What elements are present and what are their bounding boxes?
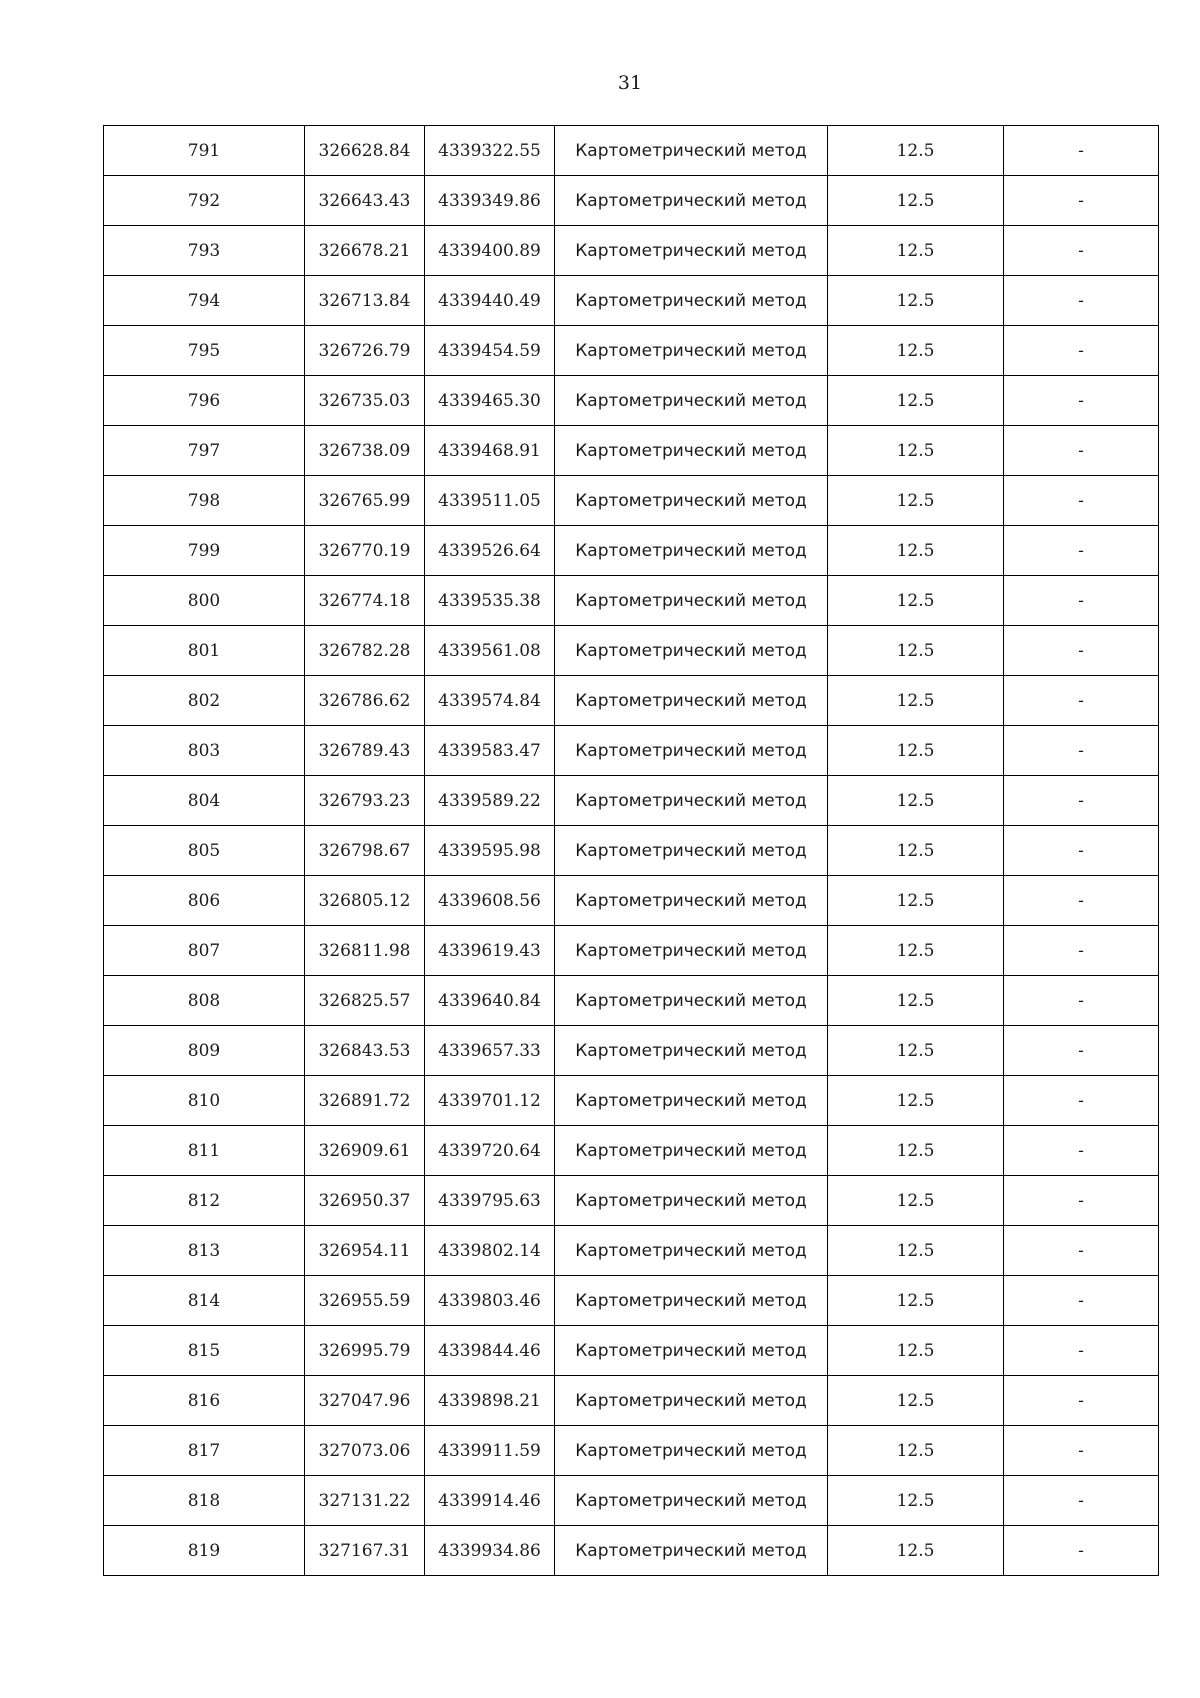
x-coordinate-cell: 326954.11 bbox=[305, 1226, 425, 1276]
y-coordinate-cell: 4339526.64 bbox=[425, 526, 555, 576]
table-row bbox=[104, 426, 1159, 476]
point-number-cell: 793 bbox=[104, 226, 305, 276]
accuracy-cell: 12.5 bbox=[828, 1026, 1004, 1076]
x-coordinate-cell: 326955.59 bbox=[305, 1276, 425, 1326]
method-cell: Картометрический метод bbox=[555, 726, 828, 776]
method-cell: Картометрический метод bbox=[555, 326, 828, 376]
method-cell: Картометрический метод bbox=[555, 476, 828, 526]
accuracy-cell: 12.5 bbox=[828, 876, 1004, 926]
table-row bbox=[104, 276, 1159, 326]
method-cell: Картометрический метод bbox=[555, 176, 828, 226]
point-number-cell: 814 bbox=[104, 1276, 305, 1326]
x-coordinate-cell: 326843.53 bbox=[305, 1026, 425, 1076]
method-cell: Картометрический метод bbox=[555, 1526, 828, 1576]
note-cell: - bbox=[1004, 926, 1159, 976]
x-coordinate-cell: 326995.79 bbox=[305, 1326, 425, 1376]
y-coordinate-cell: 4339657.33 bbox=[425, 1026, 555, 1076]
point-number-cell: 811 bbox=[104, 1126, 305, 1176]
table-row bbox=[104, 526, 1159, 576]
table-row bbox=[104, 726, 1159, 776]
point-number-cell: 799 bbox=[104, 526, 305, 576]
note-cell: - bbox=[1004, 726, 1159, 776]
table-row bbox=[104, 1026, 1159, 1076]
y-coordinate-cell: 4339803.46 bbox=[425, 1276, 555, 1326]
method-cell: Картометрический метод bbox=[555, 776, 828, 826]
y-coordinate-cell: 4339589.22 bbox=[425, 776, 555, 826]
y-coordinate-cell: 4339454.59 bbox=[425, 326, 555, 376]
note-cell: - bbox=[1004, 526, 1159, 576]
x-coordinate-cell: 326811.98 bbox=[305, 926, 425, 976]
table-row bbox=[104, 626, 1159, 676]
note-cell: - bbox=[1004, 1076, 1159, 1126]
note-cell: - bbox=[1004, 976, 1159, 1026]
point-number-cell: 808 bbox=[104, 976, 305, 1026]
accuracy-cell: 12.5 bbox=[828, 326, 1004, 376]
table-row bbox=[104, 1526, 1159, 1576]
method-cell: Картометрический метод bbox=[555, 1026, 828, 1076]
y-coordinate-cell: 4339844.46 bbox=[425, 1326, 555, 1376]
method-cell: Картометрический метод bbox=[555, 1226, 828, 1276]
x-coordinate-cell: 326735.03 bbox=[305, 376, 425, 426]
accuracy-cell: 12.5 bbox=[828, 1526, 1004, 1576]
table-row bbox=[104, 1426, 1159, 1476]
accuracy-cell: 12.5 bbox=[828, 1176, 1004, 1226]
method-cell: Картометрический метод bbox=[555, 1326, 828, 1376]
point-number-cell: 806 bbox=[104, 876, 305, 926]
point-number-cell: 792 bbox=[104, 176, 305, 226]
x-coordinate-cell: 326628.84 bbox=[305, 126, 425, 176]
x-coordinate-cell: 326770.19 bbox=[305, 526, 425, 576]
y-coordinate-cell: 4339914.46 bbox=[425, 1476, 555, 1526]
note-cell: - bbox=[1004, 676, 1159, 726]
point-number-cell: 809 bbox=[104, 1026, 305, 1076]
point-number-cell: 805 bbox=[104, 826, 305, 876]
method-cell: Картометрический метод bbox=[555, 226, 828, 276]
y-coordinate-cell: 4339561.08 bbox=[425, 626, 555, 676]
note-cell: - bbox=[1004, 1376, 1159, 1426]
y-coordinate-cell: 4339322.55 bbox=[425, 126, 555, 176]
table-row bbox=[104, 676, 1159, 726]
note-cell: - bbox=[1004, 126, 1159, 176]
method-cell: Картометрический метод bbox=[555, 1076, 828, 1126]
x-coordinate-cell: 326909.61 bbox=[305, 1126, 425, 1176]
method-cell: Картометрический метод bbox=[555, 276, 828, 326]
accuracy-cell: 12.5 bbox=[828, 1476, 1004, 1526]
table-row bbox=[104, 1176, 1159, 1226]
x-coordinate-cell: 327073.06 bbox=[305, 1426, 425, 1476]
method-cell: Картометрический метод bbox=[555, 1126, 828, 1176]
page-number: 31 bbox=[617, 72, 643, 94]
table-row bbox=[104, 226, 1159, 276]
x-coordinate-cell: 326825.57 bbox=[305, 976, 425, 1026]
method-cell: Картометрический метод bbox=[555, 826, 828, 876]
x-coordinate-cell: 326789.43 bbox=[305, 726, 425, 776]
y-coordinate-cell: 4339583.47 bbox=[425, 726, 555, 776]
table-row bbox=[104, 1326, 1159, 1376]
note-cell: - bbox=[1004, 176, 1159, 226]
accuracy-cell: 12.5 bbox=[828, 226, 1004, 276]
y-coordinate-cell: 4339535.38 bbox=[425, 576, 555, 626]
accuracy-cell: 12.5 bbox=[828, 826, 1004, 876]
point-number-cell: 797 bbox=[104, 426, 305, 476]
y-coordinate-cell: 4339898.21 bbox=[425, 1376, 555, 1426]
y-coordinate-cell: 4339911.59 bbox=[425, 1426, 555, 1476]
method-cell: Картометрический метод bbox=[555, 1476, 828, 1526]
accuracy-cell: 12.5 bbox=[828, 626, 1004, 676]
accuracy-cell: 12.5 bbox=[828, 476, 1004, 526]
x-coordinate-cell: 327167.31 bbox=[305, 1526, 425, 1576]
table-row bbox=[104, 1376, 1159, 1426]
point-number-cell: 795 bbox=[104, 326, 305, 376]
accuracy-cell: 12.5 bbox=[828, 576, 1004, 626]
y-coordinate-cell: 4339468.91 bbox=[425, 426, 555, 476]
table-row bbox=[104, 976, 1159, 1026]
accuracy-cell: 12.5 bbox=[828, 1076, 1004, 1126]
note-cell: - bbox=[1004, 326, 1159, 376]
table-row bbox=[104, 376, 1159, 426]
x-coordinate-cell: 326774.18 bbox=[305, 576, 425, 626]
point-number-cell: 819 bbox=[104, 1526, 305, 1576]
accuracy-cell: 12.5 bbox=[828, 976, 1004, 1026]
y-coordinate-cell: 4339720.64 bbox=[425, 1126, 555, 1176]
method-cell: Картометрический метод bbox=[555, 1176, 828, 1226]
note-cell: - bbox=[1004, 1226, 1159, 1276]
x-coordinate-cell: 326678.21 bbox=[305, 226, 425, 276]
y-coordinate-cell: 4339440.49 bbox=[425, 276, 555, 326]
y-coordinate-cell: 4339511.05 bbox=[425, 476, 555, 526]
point-number-cell: 798 bbox=[104, 476, 305, 526]
method-cell: Картометрический метод bbox=[555, 1376, 828, 1426]
accuracy-cell: 12.5 bbox=[828, 276, 1004, 326]
x-coordinate-cell: 326738.09 bbox=[305, 426, 425, 476]
accuracy-cell: 12.5 bbox=[828, 926, 1004, 976]
note-cell: - bbox=[1004, 576, 1159, 626]
x-coordinate-cell: 327131.22 bbox=[305, 1476, 425, 1526]
x-coordinate-cell: 327047.96 bbox=[305, 1376, 425, 1426]
note-cell: - bbox=[1004, 876, 1159, 926]
accuracy-cell: 12.5 bbox=[828, 1376, 1004, 1426]
table-row bbox=[104, 826, 1159, 876]
point-number-cell: 802 bbox=[104, 676, 305, 726]
table-row bbox=[104, 476, 1159, 526]
accuracy-cell: 12.5 bbox=[828, 376, 1004, 426]
method-cell: Картометрический метод bbox=[555, 1276, 828, 1326]
coordinates-table bbox=[103, 125, 1159, 1576]
table-row bbox=[104, 326, 1159, 376]
note-cell: - bbox=[1004, 1126, 1159, 1176]
x-coordinate-cell: 326786.62 bbox=[305, 676, 425, 726]
point-number-cell: 804 bbox=[104, 776, 305, 826]
x-coordinate-cell: 326726.79 bbox=[305, 326, 425, 376]
y-coordinate-cell: 4339400.89 bbox=[425, 226, 555, 276]
method-cell: Картометрический метод bbox=[555, 676, 828, 726]
point-number-cell: 791 bbox=[104, 126, 305, 176]
point-number-cell: 801 bbox=[104, 626, 305, 676]
note-cell: - bbox=[1004, 1526, 1159, 1576]
method-cell: Картометрический метод bbox=[555, 426, 828, 476]
point-number-cell: 818 bbox=[104, 1476, 305, 1526]
table-row bbox=[104, 776, 1159, 826]
method-cell: Картометрический метод bbox=[555, 926, 828, 976]
note-cell: - bbox=[1004, 1426, 1159, 1476]
y-coordinate-cell: 4339349.86 bbox=[425, 176, 555, 226]
note-cell: - bbox=[1004, 226, 1159, 276]
point-number-cell: 807 bbox=[104, 926, 305, 976]
accuracy-cell: 12.5 bbox=[828, 1276, 1004, 1326]
y-coordinate-cell: 4339802.14 bbox=[425, 1226, 555, 1276]
point-number-cell: 816 bbox=[104, 1376, 305, 1426]
y-coordinate-cell: 4339595.98 bbox=[425, 826, 555, 876]
y-coordinate-cell: 4339619.43 bbox=[425, 926, 555, 976]
accuracy-cell: 12.5 bbox=[828, 176, 1004, 226]
method-cell: Картометрический метод bbox=[555, 526, 828, 576]
note-cell: - bbox=[1004, 626, 1159, 676]
table-row bbox=[104, 1226, 1159, 1276]
accuracy-cell: 12.5 bbox=[828, 776, 1004, 826]
method-cell: Картометрический метод bbox=[555, 976, 828, 1026]
point-number-cell: 796 bbox=[104, 376, 305, 426]
x-coordinate-cell: 326793.23 bbox=[305, 776, 425, 826]
accuracy-cell: 12.5 bbox=[828, 426, 1004, 476]
method-cell: Картометрический метод bbox=[555, 126, 828, 176]
y-coordinate-cell: 4339465.30 bbox=[425, 376, 555, 426]
point-number-cell: 800 bbox=[104, 576, 305, 626]
point-number-cell: 813 bbox=[104, 1226, 305, 1276]
accuracy-cell: 12.5 bbox=[828, 526, 1004, 576]
table-row bbox=[104, 876, 1159, 926]
table-row bbox=[104, 1276, 1159, 1326]
note-cell: - bbox=[1004, 1476, 1159, 1526]
x-coordinate-cell: 326798.67 bbox=[305, 826, 425, 876]
note-cell: - bbox=[1004, 1026, 1159, 1076]
note-cell: - bbox=[1004, 476, 1159, 526]
accuracy-cell: 12.5 bbox=[828, 676, 1004, 726]
x-coordinate-cell: 326950.37 bbox=[305, 1176, 425, 1226]
point-number-cell: 815 bbox=[104, 1326, 305, 1376]
method-cell: Картометрический метод bbox=[555, 626, 828, 676]
x-coordinate-cell: 326891.72 bbox=[305, 1076, 425, 1126]
x-coordinate-cell: 326643.43 bbox=[305, 176, 425, 226]
point-number-cell: 817 bbox=[104, 1426, 305, 1476]
method-cell: Картометрический метод bbox=[555, 576, 828, 626]
x-coordinate-cell: 326782.28 bbox=[305, 626, 425, 676]
accuracy-cell: 12.5 bbox=[828, 1226, 1004, 1276]
note-cell: - bbox=[1004, 376, 1159, 426]
point-number-cell: 803 bbox=[104, 726, 305, 776]
accuracy-cell: 12.5 bbox=[828, 726, 1004, 776]
table-row bbox=[104, 1076, 1159, 1126]
note-cell: - bbox=[1004, 776, 1159, 826]
accuracy-cell: 12.5 bbox=[828, 1326, 1004, 1376]
accuracy-cell: 12.5 bbox=[828, 126, 1004, 176]
x-coordinate-cell: 326713.84 bbox=[305, 276, 425, 326]
x-coordinate-cell: 326765.99 bbox=[305, 476, 425, 526]
accuracy-cell: 12.5 bbox=[828, 1126, 1004, 1176]
table-row bbox=[104, 576, 1159, 626]
y-coordinate-cell: 4339574.84 bbox=[425, 676, 555, 726]
note-cell: - bbox=[1004, 1176, 1159, 1226]
x-coordinate-cell: 326805.12 bbox=[305, 876, 425, 926]
table-row bbox=[104, 126, 1159, 176]
method-cell: Картометрический метод bbox=[555, 1426, 828, 1476]
point-number-cell: 794 bbox=[104, 276, 305, 326]
note-cell: - bbox=[1004, 1326, 1159, 1376]
method-cell: Картометрический метод bbox=[555, 876, 828, 926]
table-row bbox=[104, 1476, 1159, 1526]
point-number-cell: 810 bbox=[104, 1076, 305, 1126]
y-coordinate-cell: 4339640.84 bbox=[425, 976, 555, 1026]
y-coordinate-cell: 4339934.86 bbox=[425, 1526, 555, 1576]
note-cell: - bbox=[1004, 826, 1159, 876]
y-coordinate-cell: 4339795.63 bbox=[425, 1176, 555, 1226]
table-row bbox=[104, 1126, 1159, 1176]
note-cell: - bbox=[1004, 1276, 1159, 1326]
accuracy-cell: 12.5 bbox=[828, 1426, 1004, 1476]
coordinates-table-body bbox=[104, 126, 1159, 1576]
note-cell: - bbox=[1004, 276, 1159, 326]
table-row bbox=[104, 176, 1159, 226]
table-row bbox=[104, 926, 1159, 976]
note-cell: - bbox=[1004, 426, 1159, 476]
method-cell: Картометрический метод bbox=[555, 376, 828, 426]
y-coordinate-cell: 4339701.12 bbox=[425, 1076, 555, 1126]
y-coordinate-cell: 4339608.56 bbox=[425, 876, 555, 926]
point-number-cell: 812 bbox=[104, 1176, 305, 1226]
